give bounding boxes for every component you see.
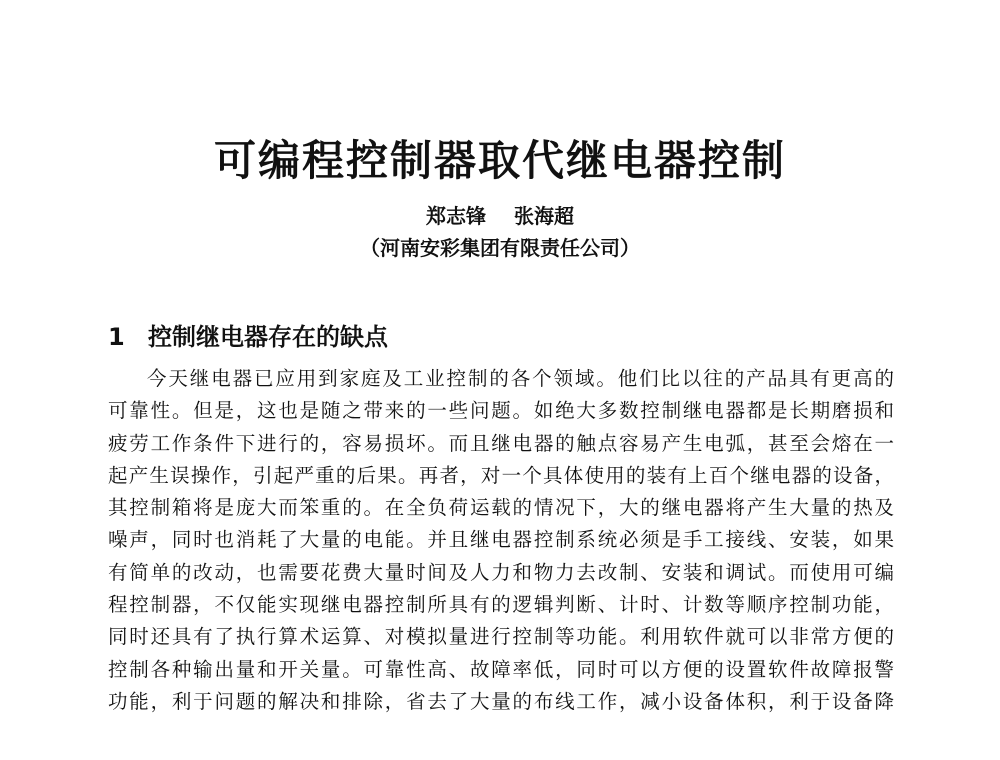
body-line: 程控制器，不仅能实现继电器控制所具有的逻辑判断、计时、计数等顺序控制功能，: [108, 593, 894, 617]
body-line: 有简单的改动，也需要花费大量时间及人力和物力去改制、安装和调试。而使用可编: [108, 560, 894, 584]
section-heading-text: 控制继电器存在的缺点: [148, 323, 388, 351]
body-line: 噪声，同时也消耗了大量的电能。并且继电器控制系统必须是手工接线、安装，如果: [108, 528, 894, 552]
body-line: 疲劳工作条件下进行的，容易损坏。而且继电器的触点容易产生电弧，甚至会熔在一: [108, 431, 894, 455]
body-line: 起产生误操作，引起严重的后果。再者，对一个具体使用的装有上百个继电器的设备，: [108, 463, 894, 487]
author-name: 张海超: [514, 204, 574, 228]
section-body: [108, 363, 894, 718]
section-heading: [108, 317, 388, 352]
body-line: 其控制箱将是庞大而笨重的。在全负荷运载的情况下，大的继电器将产生大量的热及: [108, 496, 894, 520]
body-line: 控制各种输出量和开关量。可靠性高、故障率低，同时可以方便的设置软件故障报警: [108, 657, 894, 681]
body-line: 可靠性。但是，这也是随之带来的一些问题。如绝大多数控制继电器都是长期磨损和: [108, 399, 894, 423]
author-name: 郑志锋: [426, 204, 486, 228]
body-line: 同时还具有了执行算术运算、对模拟量进行控制等功能。利用软件就可以非常方便的: [108, 625, 894, 649]
section-number: 1: [108, 323, 125, 351]
affiliation: （河南安彩集团有限责任公司）: [360, 236, 640, 260]
body-line: 功能，利于问题的解决和排除，省去了大量的布线工作，减小设备体积，利于设备降: [108, 689, 894, 713]
author-line: [0, 200, 1000, 229]
paper-title: 可编程控制器取代继电器控制: [213, 136, 786, 185]
body-line: 今天继电器已应用到家庭及工业控制的各个领域。他们比以往的产品具有更高的: [147, 367, 894, 390]
